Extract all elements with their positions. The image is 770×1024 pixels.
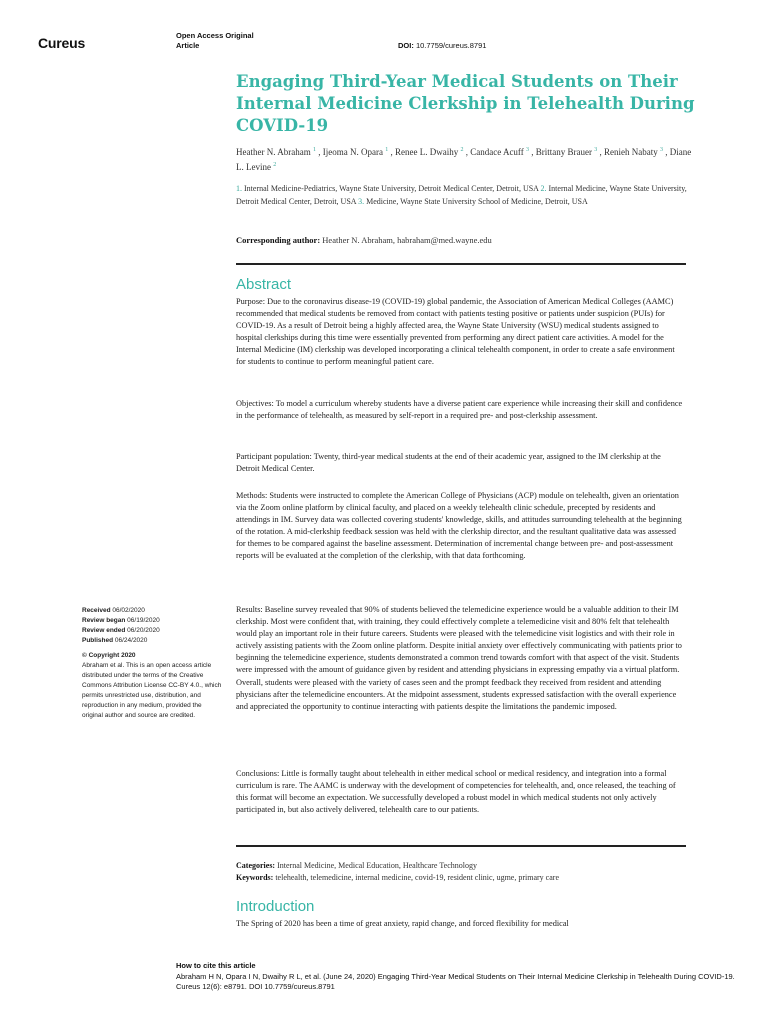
- doi-label: DOI:: [398, 41, 414, 50]
- author-name: Brittany Brauer: [535, 147, 592, 157]
- author-name: Candace Acuff: [470, 147, 524, 157]
- keywords: Keywords: telehealth, telemedicine, internal medicine, covid-19, resident clinic, ugme, primary care: [236, 873, 559, 882]
- author-name: Renee L. Dwaihy: [394, 147, 459, 157]
- abstract-results: Results: Baseline survey revealed that 90% of students believed the telemedicine experience would be a valuable addition to their IM clerkship. Most were confident that, with training, they could effectively complete a telemedicine visit and 80% felt that telehealth would play an important role in their future careers. Students were pleased with the telemedicine visit logistics and with their role in actively assisting patients with the Zoom online platform. Despite initial anxiety over effectively communicating with patients prior to beginning the telemedicine experience, students demonstrated a common trend towards comfort with that aspect of the visit. Students were impressed with the amount of guidance given by resident and attending physicians in expressing empathy via a virtual platform. Overall, students were pleased with the variety of cases seen and the prompt feedback they received from resident and attending physicians after the telemedicine encounters. At the midpoint assessment, students expressed satisfaction with the overall experience and appreciated the opportunity to continue interacting with patients despite the limitations the pandemic imposed.: [236, 605, 682, 711]
- corresponding-author-value[interactable]: Heather N. Abraham, habraham@med.wayne.edu: [322, 235, 492, 245]
- affiliation-text: Internal Medicine-Pediatrics, Wayne State University, Detroit Medical Center, Detroit, USA: [244, 184, 539, 193]
- author-affiliation-number: 2: [460, 147, 464, 153]
- doi-value[interactable]: 10.7759/cureus.8791: [415, 41, 487, 50]
- categories-keywords: [236, 860, 686, 884]
- abstract-conclusions: Conclusions: Little is formally taught about telehealth in either medical school or medical residency, and integration into a formal curriculum is rare. The AAMC is underway with the development of competencies for telehealth, and, once released, the teaching of this format will become an expectation. We successfully developed a robust model in which medical students not only actively participated in, but also actively delivered, telehealth care to our patients.: [236, 769, 676, 815]
- affiliation-number: 3.: [358, 196, 365, 206]
- author-affiliation-number: 1: [312, 147, 316, 153]
- corresponding-author: [236, 235, 696, 245]
- affiliation-number: 2.: [540, 184, 547, 193]
- section-divider: [236, 263, 686, 265]
- author[interactable]: [236, 147, 316, 157]
- affiliation-number: 1.: [236, 184, 242, 193]
- author-name: Heather N. Abraham: [236, 147, 311, 157]
- citation-footer: [176, 961, 736, 993]
- citation-heading: How to cite this article: [176, 961, 256, 970]
- author[interactable]: [395, 147, 463, 157]
- published-date: Published 06/24/2020: [82, 637, 148, 644]
- categories: Categories: Internal Medicine, Medical Education, Healthcare Technology: [236, 861, 477, 870]
- abstract-heading: Abstract: [236, 276, 292, 293]
- article-title: Engaging Third-Year Medical Students on Their Internal Medicine Clerkship in Telehealth During COVID-19: [236, 72, 695, 135]
- copyright-text: Abraham et al. This is an open access article distributed under the terms of the Creative Commons Attribution License CC-BY 4.0., which permits unrestricted use, distribution, and reproduction in any medium, provided the original author and source are credited.: [82, 662, 222, 719]
- author-affiliation-number: 3: [659, 147, 663, 153]
- author-name: Diane L. Levine: [236, 147, 692, 172]
- abstract-purpose: Purpose: Due to the coronavirus disease-19 (COVID-19) global pandemic, the Association of American Medical Colleges (AAMC) recommended that medical students be removed from contact with patients testing positive or patients under suspicion (PUIs) for COVID-19. As a result of Detroit being a highly affected area, the Wayne State University (WSU) medical students assigned to hospital clerkships during this time were essentially prevented from performing any direct patient care activities. A model for the Internal Medicine (IM) clerkship was developed incorporating a clinical telehealth component, in order to create a safe environment for students to continue to perform meaningful patient care.: [236, 297, 675, 367]
- introduction-text: The Spring of 2020 has been a time of great anxiety, rapid change, and forced flexibility for medical: [236, 919, 569, 928]
- article-type-line1: Open Access Original: [176, 31, 254, 40]
- copyright-heading: © Copyright 2020: [82, 652, 136, 659]
- author[interactable]: [536, 147, 597, 157]
- abstract-methods: Methods: Students were instructed to complete the American College of Physicians (ACP) module on telehealth, given an orientation via the Zoom online platform by clinical faculty, and placed on a weekly telehealth clinic schedule, precepted by residents and attendings in IM. Survey data was collected covering students' knowledge, skills, and attitudes surrounding telehealth at the beginning of the rotation. A mid-clerkship feedback session was held with the clerkship director, and the resultant qualitative data was assessed for themes to be compared against the baseline assessment. Determination of incremental change between pre- and post-assessment reports will be evaluated at the completion of the clerkship, with that data forthcoming.: [236, 491, 682, 561]
- section-divider: [236, 845, 686, 847]
- author[interactable]: [470, 147, 529, 157]
- review-ended-date: Review ended 06/20/2020: [82, 627, 160, 634]
- article-sidebar: [82, 606, 222, 721]
- author[interactable]: [323, 147, 388, 157]
- corresponding-author-label: Corresponding author:: [236, 235, 321, 245]
- article-type-line2: Article: [176, 41, 200, 50]
- publication-dates: [82, 606, 222, 646]
- author-affiliation-number: 2: [273, 162, 277, 168]
- journal-logo: Cureus: [38, 35, 86, 51]
- abstract-population: Participant population: Twenty, third-year medical students at the end of their academic year, assigned to the IM clerkship at the Detroit Medical Center.: [236, 452, 661, 474]
- affiliation-text: Internal Medicine, Wayne State University, Detroit Medical Center, Detroit, USA: [236, 184, 687, 206]
- affiliations: [236, 183, 696, 208]
- author-list: Heather N. Abraham $^1$ , Ijeoma N. Opara $^1$ , Renee L. Dwaihy $^2$ , Candace Acuff $^3$ , Brittany Brauer $^3$ , Renieh Nabaty $^3$ , Diane L. Levine $^2$: [236, 147, 692, 172]
- affiliation-text: Medicine, Wayne State University School of Medicine, Detroit, USA: [366, 196, 588, 206]
- author-affiliation-number: 3: [526, 147, 530, 153]
- author-name: Ijeoma N. Opara: [322, 147, 383, 157]
- abstract-objectives: Objectives: To model a curriculum whereby students have a diverse patient care experience while increasing their skill and confidence in the performance of telehealth, as measured by self-report in a required pre- and post-clerkship assessment.: [236, 399, 683, 421]
- received-date: Received 06/02/2020: [82, 607, 145, 614]
- author-affiliation-number: 3: [594, 147, 598, 153]
- author-affiliation-number: 1: [385, 147, 389, 153]
- citation-text: Abraham H N, Opara I N, Dwaihy R L, et al. (June 24, 2020) Engaging Third-Year Medical Students on Their Internal Medicine Clerkship in Telehealth During COVID-19. Cureus 12(6): e8791. DOI 10.7759/cureus.8791: [176, 971, 735, 991]
- doi[interactable]: [398, 41, 486, 50]
- author[interactable]: [604, 147, 663, 157]
- article-type: [176, 31, 254, 51]
- review-began-date: Review began 06/19/2020: [82, 617, 160, 624]
- introduction-heading: Introduction: [236, 898, 315, 915]
- author-name: Renieh Nabaty: [604, 147, 658, 157]
